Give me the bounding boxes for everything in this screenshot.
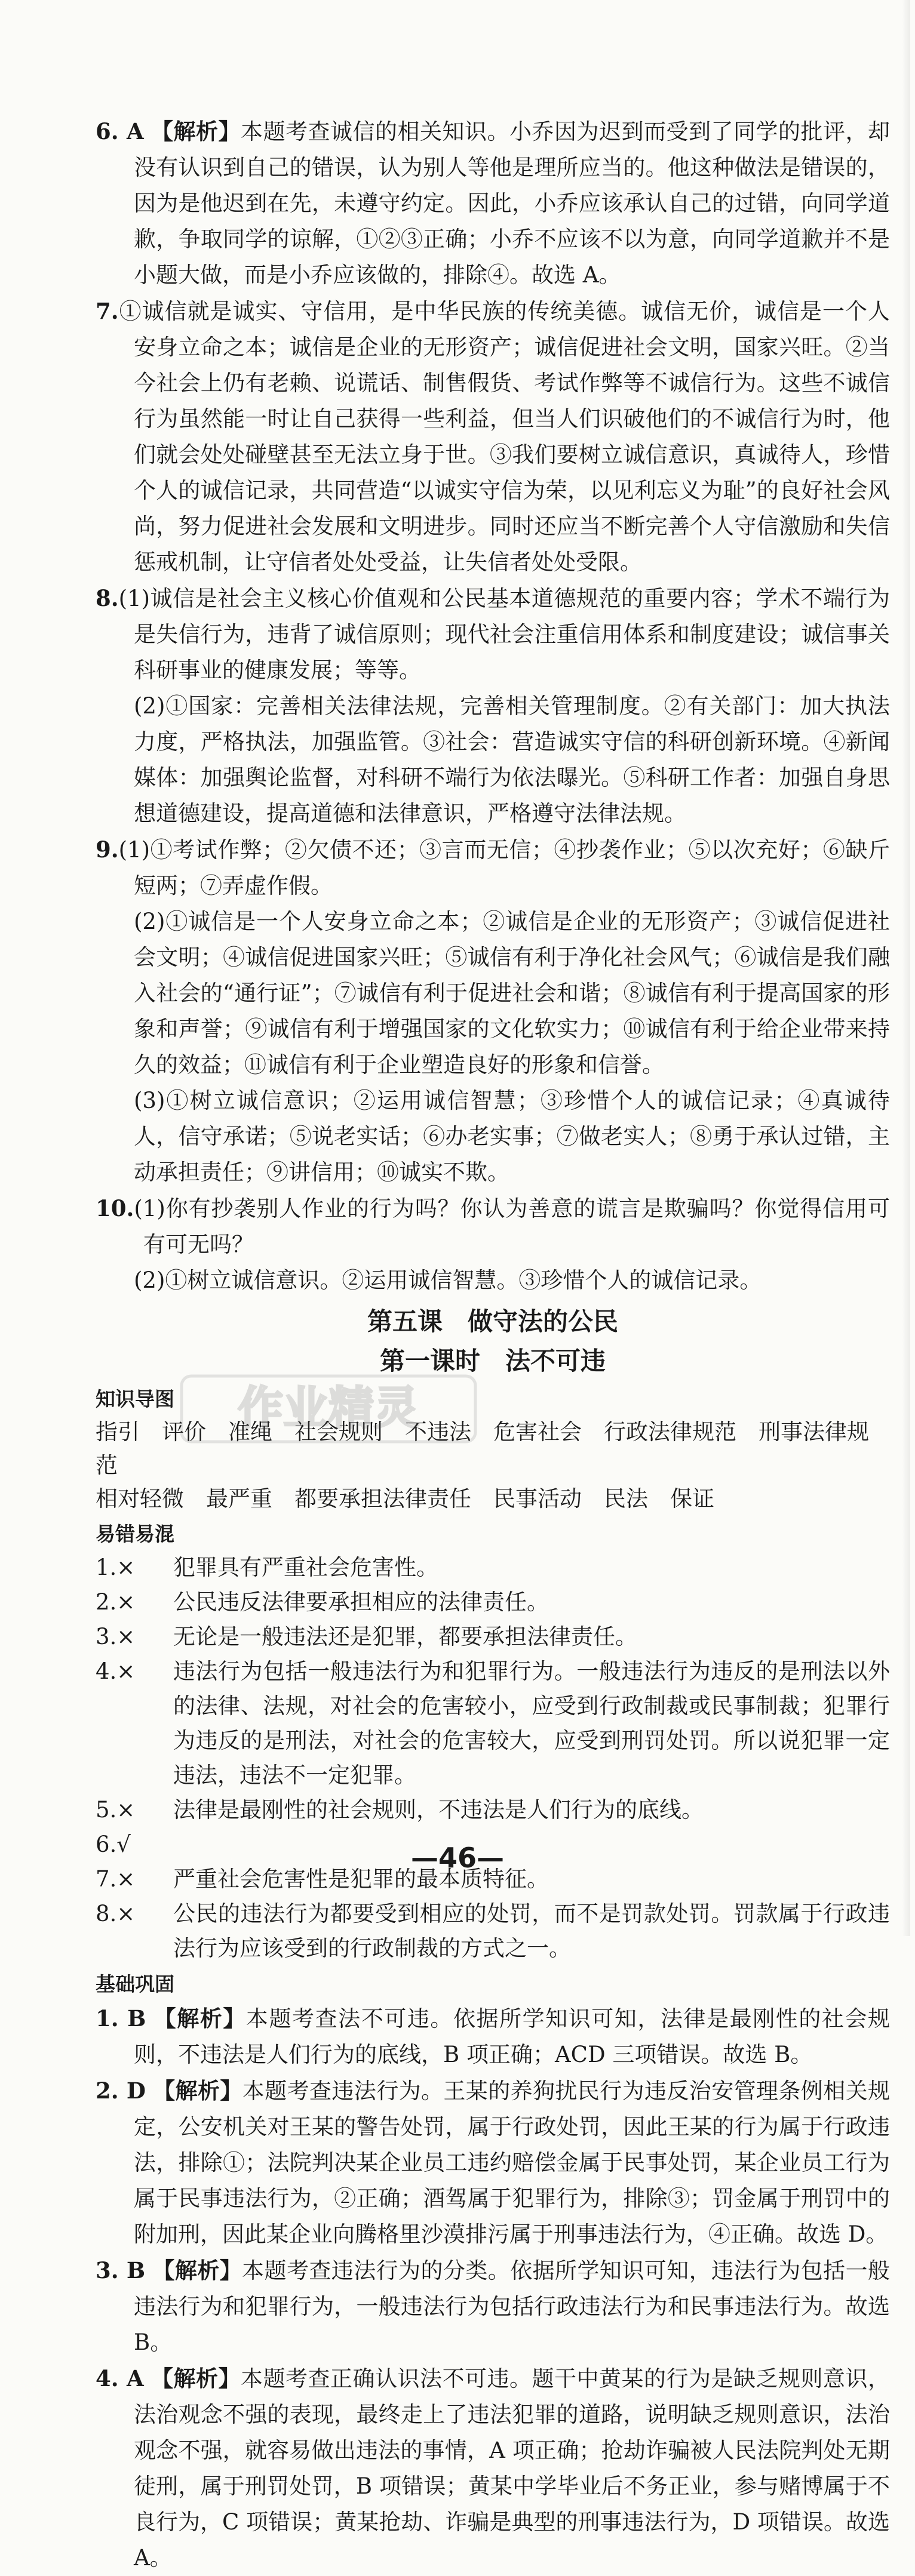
lesson-title: 第五课 做守法的公民 (367, 1307, 618, 1336)
list-item (96, 1550, 890, 1585)
answer-6-text: 本题考查诚信的相关知识。小乔因为迟到而受到了同学的批评，却没有认识到自己的错误，认为别人等他是理所应当的。他这种做法是错误的，因为是他迟到在先，未遵守约定。因此，小乔应该承认自己的过错，向同学道歉，争取同学的谅解，①②③正确；小乔不应该不以为意，向同学道歉并不是小题大做，而是小乔应该做的，排除④。故选 A。 (134, 119, 891, 288)
item-label: 6.√ (96, 1832, 131, 1857)
answer-7-text: ①诚信就是诚实、守信用，是中华民族的传统美德。诚信无价，诚信是一个人安身立命之本；诚信是企业的无形资产；诚信促进社会文明，国家兴旺。②当今社会上仍有老赖、说谎话、制售假货、考试作弊等不诚信行为。这些不诚信行为虽然能一时让自己获得一些利益，但当人们识破他们的不诚信行为时，他们就会处处碰壁甚至无法立身于世。③我们要树立诚信意识，真诚待人，珍惜个人的诚信记录，共同营造“以诚实守信为荣，以见利忘义为耻”的良好社会风尚，努力促进社会发展和文明进步。同时还应当不断完善个人守信激励和失信惩戒机制，让守信者处处受益，让失信者处处受限。 (118, 298, 890, 575)
list-item (96, 1897, 890, 1966)
knowledge-map-line-2: 相对轻微 最严重 都要承担法律责任 民事活动 民法 保证 (96, 1486, 714, 1512)
list-item (96, 1793, 890, 1827)
basics-answer-2 (96, 2073, 890, 2252)
answer-9-part-3: (3)①树立诚信意识；②运用诚信智慧；③珍惜个人的诚信记录；④真诚待人，信守承诺；⑤说老实话；⑥办老实事；⑦做老实人；⑧勇于承认过错，主动承担责任；⑨讲信用；⑩诚实不欺。 (134, 1088, 890, 1185)
answer-9-part-1 (96, 832, 890, 904)
item-label: 7.× (96, 1866, 136, 1892)
answer-number: 4. A (96, 2365, 144, 2392)
answer-10-number: 10. (96, 1195, 134, 1221)
answer-10-part-2: (2)①树立诚信意识。②运用诚信智慧。③珍惜个人的诚信记录。 (134, 1267, 762, 1293)
lesson-subtitle: 第一课时 法不可违 (379, 1346, 606, 1375)
answer-9-number: 9. (96, 836, 119, 863)
item-text: 严重社会危害性是犯罪的最本质特征。 (173, 1866, 549, 1892)
item-text: 无论是一般违法还是犯罪，都要承担法律责任。 (173, 1624, 637, 1649)
item-text: 公民的违法行为都要受到相应的处罚，而不是罚款处罚。罚款属于行政违法行为应该受到的行政制裁的方式之一。 (173, 1901, 890, 1961)
basics-answer-1 (96, 2001, 890, 2073)
list-item (96, 1654, 890, 1793)
list-item (96, 1620, 890, 1654)
basics-heading: 基础巩固 (96, 1972, 174, 1996)
item-label: 2.× (96, 1589, 136, 1615)
item-label: 1.× (96, 1555, 136, 1580)
analysis-tag: 【解析】 (152, 2258, 242, 2283)
answer-text: 本题考查法不可违。依据所学知识可知，法律是最刚性的社会规则，不违法是人们行为的底线，B 项正确；ACD 三项错误。故选 B。 (134, 2006, 891, 2067)
answer-9-text-1: (1)①考试作弊；②欠债不还；③言而无信；④抄袭作业；⑤以次充好；⑥缺斤短两；⑦弄虚作假。 (118, 837, 890, 898)
answer-6 (96, 113, 890, 293)
watermark-logo (179, 1370, 478, 1448)
analysis-tag: 【解析】 (151, 119, 241, 144)
answer-text: 本题考查违法行为。王某的养狗扰民行为违反治安管理条例相关规定，公安机关对王某的警告处罚，属于行政处罚，因此王某的行为属于行政违法，排除①；法院判决某企业员工违约赔偿金属于民事处罚，某企业员工行为属于民事违法行为，②正确；酒驾属于犯罪行为，排除③；罚金属于刑罚中的附加刑，因此某企业向腾格里沙漠排污属于刑事违法行为，④正确。故选 D。 (134, 2078, 891, 2247)
answer-8-text-1: (1)诚信是社会主义核心价值观和公民基本道德规范的重要内容；学术不端行为是失信行为，违背了诚信原则；现代社会注重信用体系和制度建设；诚信事关科研事业的健康发展；等等。 (118, 586, 890, 683)
item-label: 5.× (96, 1797, 136, 1823)
item-label: 4.× (96, 1658, 136, 1684)
answer-9-part-2: (2)①诚信是一个人安身立命之本；②诚信是企业的无形资产；③诚信促进社会文明；④诚信促进国家兴旺；⑤诚信有利于净化社会风气；⑥诚信是我们融入社会的“通行证”；⑦诚信有利于促进社会和谐；⑧诚信有利于提高国家的形象和声誉；⑨诚信有利于增强国家的文化软实力；⑩诚信有利于给企业带来持久的效益；⑪诚信有利于企业塑造良好的形象和信誉。 (134, 909, 890, 1078)
answer-number: 2. D (96, 2078, 146, 2104)
answer-8-number: 8. (96, 585, 119, 611)
answer-10-part-1 (96, 1190, 890, 1263)
scan-shadow (902, 0, 910, 1936)
page-number: —46— (410, 1842, 504, 1874)
answer-7 (96, 293, 890, 580)
answer-10-text-1: (1)你有抄袭别人作业的行为吗？你认为善意的谎言是欺骗吗？你觉得信用可有可无吗？ (134, 1196, 890, 1257)
answer-text: 本题考查正确认识法不可违。题干中黄某的行为是缺乏规则意识，法治观念不强的表现，最终走上了违法犯罪的道路，说明缺乏规则意识，法治观念不强，就容易做出违法的事情，A 项正确；抢劫诈骗被人民法院判处无期徒刑，属于刑罚处罚，B 项错误；黄某中学毕业后不务正业，参与赌博属于不良行为，C 项错误；黄某抢劫、诈骗是典型的刑事违法行为，D 项错误。故选 A。 (134, 2366, 891, 2571)
answer-7-number: 7. (96, 298, 119, 324)
item-label: 8.× (96, 1901, 136, 1926)
confusion-heading: 易错易混 (96, 1522, 174, 1546)
answer-text: 本题考查违法行为的分类。依据所学知识可知，违法行为包括一般违法行为和犯罪行为，一般违法行为包括行政违法行为和民事违法行为。故选 B。 (134, 2258, 891, 2355)
knowledge-map-line-1: 指引 评价 准绳 社会规则 不违法 危害社会 行政法律规范 刑事法律规范 (96, 1419, 869, 1478)
basics-answer-4 (96, 2360, 890, 2576)
analysis-tag: 【解析】 (153, 2006, 246, 2032)
knowledge-map-heading: 知识导图 (96, 1387, 174, 1411)
answer-8-part-2: (2)①国家：完善相关法律法规，完善相关管理制度。②有关部门：加大执法力度，严格执法，加强监管。③社会：营造诚实守信的科研创新环境。④新闻媒体：加强舆论监督，对科研不端行为依法曝光。⑤科研工作者：加强自身思想道德建设，提高道德和法律意识，严格遵守法律法规。 (134, 693, 890, 826)
analysis-tag: 【解析】 (153, 2078, 242, 2104)
answer-page (96, 113, 890, 2576)
answer-number: 3. B (96, 2257, 146, 2283)
answer-8-part-1 (96, 580, 890, 688)
basics-answer-3 (96, 2252, 890, 2360)
item-text: 法律是最刚性的社会规则，不违法是人们行为的底线。 (173, 1797, 704, 1823)
item-text: 犯罪具有严重社会危害性。 (173, 1555, 438, 1580)
item-text: 违法行为包括一般违法行为和犯罪行为。一般违法行为违反的是刑法以外的法律、法规，对社会的危害较小，应受到行政制裁或民事制裁；犯罪行为违反的是刑法，对社会的危害较大，应受到刑罚处罚。所以说犯罪一定违法，违法不一定犯罪。 (173, 1658, 890, 1788)
item-text: 公民违反法律要承担相应的法律责任。 (173, 1589, 549, 1615)
analysis-tag: 【解析】 (151, 2366, 241, 2392)
list-item (96, 1585, 890, 1620)
answer-6-number: 6. A (96, 118, 144, 144)
answer-number: 1. B (96, 2005, 146, 2032)
item-label: 3.× (96, 1624, 136, 1649)
confusion-list (96, 1550, 890, 1966)
watermark-text: 作业精灵 (238, 1381, 419, 1435)
